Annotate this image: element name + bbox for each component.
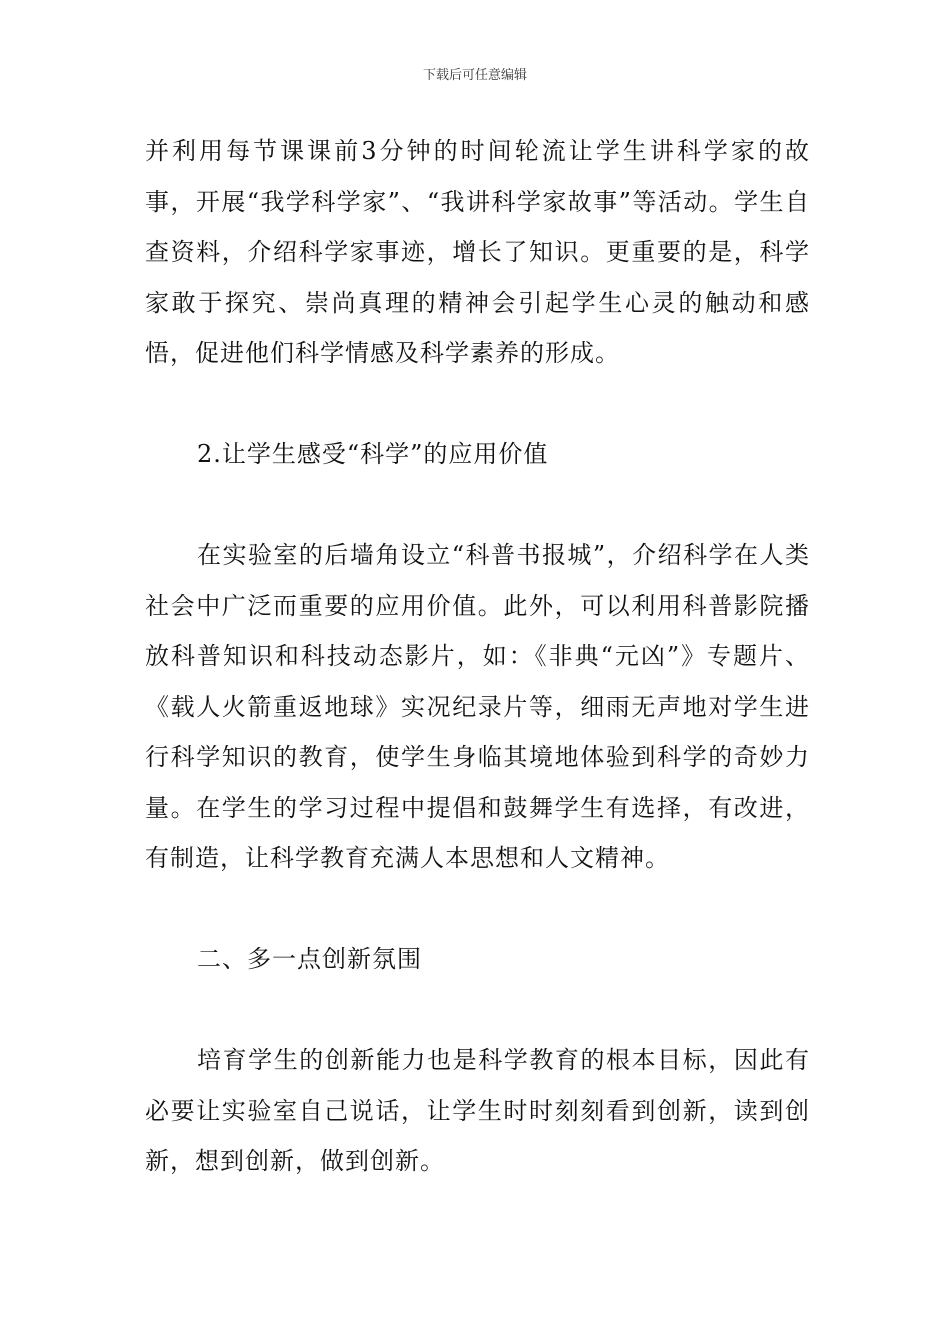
paragraph-science-book-city: 在实验室的后墙角设立“科普书报城”，介绍科学在人类社会中广泛而重要的应用价值。此外，可以利用科普影院播放科普知识和科技动态影片，如：《非典“元凶”》专题片、《载人火箭重返地球》实况纪录片等，细雨无声地对学生进行科学知识的教育，使学生身临其境地体验到科学的奇妙力量。在学生的学习过程中提倡和鼓舞学生有选择，有改进，有制造，让科学教育充满人本思想和人文精神。 bbox=[145, 541, 810, 872]
paragraph-gap bbox=[145, 379, 810, 430]
paragraph-scientist-stories: 并利用每节课课前3分钟的时间轮流让学生讲科学家的故事，开展“我学科学家”、“我讲科学家故事”等活动。学生自查资料，介绍科学家事迹，增长了知识。更重要的是，科学家敢于探究、崇尚真理的精神会引起学生心灵的触动和感悟，促进他们科学情感及科学素养的形成。 bbox=[145, 137, 810, 367]
section-heading-innovation-atmosphere: 二、多一点创新氛围 bbox=[197, 945, 422, 973]
paragraph-gap bbox=[145, 884, 810, 935]
document-body bbox=[145, 126, 810, 1187]
page-header-note: 下载后可任意编辑 bbox=[422, 68, 527, 83]
paragraph-gap bbox=[145, 985, 810, 1036]
paragraph-innovation-ability: 培育学生的创新能力也是科学教育的根本目标，因此有必要让实验室自己说话，让学生时时刻刻看到创新，读到创新，想到创新，做到创新。 bbox=[145, 1046, 810, 1175]
section-heading-application-value: 2.让学生感受“科学”的应用价值 bbox=[197, 440, 549, 468]
paragraph-gap bbox=[145, 480, 810, 531]
